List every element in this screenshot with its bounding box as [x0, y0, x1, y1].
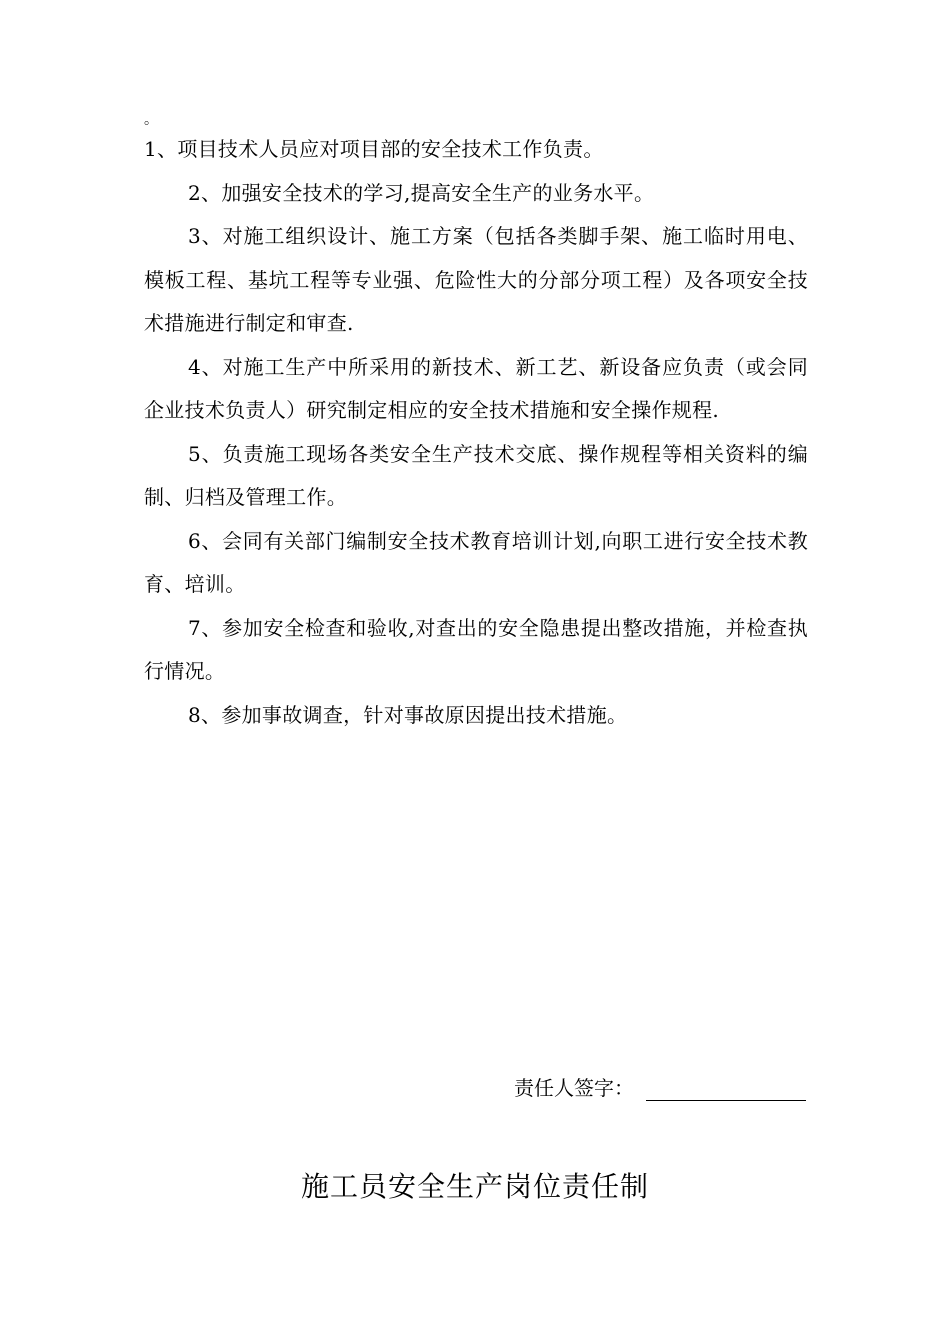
responsibility-item-6: 6、会同有关部门编制安全技术教育培训计划,向职工进行安全技术教育、培训。 — [144, 528, 808, 596]
responsibility-item-8: 8、参加事故调查，针对事故原因提出技术措施。 — [188, 702, 628, 727]
signature-label: 责任人签字： — [514, 1076, 634, 1100]
section-title: 施工员安全生产岗位责任制 — [300, 1170, 649, 1203]
responsibility-item-4: 4、对施工生产中所采用的新技术、新工艺、新设备应负责（或会同企业技术负责人）研究制定相应的安全技术措施和安全操作规程. — [144, 354, 808, 422]
signature-line[interactable] — [646, 1100, 806, 1101]
responsibility-item-1: 1、项目技术人员应对项目部的安全技术工作负责。 — [144, 137, 604, 161]
responsibility-item-5: 5、负责施工现场各类安全生产技术交底、操作规程等相关资料的编制、归档及管理工作。 — [144, 441, 808, 509]
responsibility-item-3: 3、对施工组织设计、施工方案（包括各类脚手架、施工临时用电、模板工程、基坑工程等专业强、危险性大的分部分项工程）及各项安全技术措施进行制定和审查. — [144, 224, 808, 335]
responsibility-list — [144, 128, 808, 737]
responsibility-item-7: 7、参加安全检查和验收,对查出的安全隐患提出整改措施，并检查执行情况。 — [144, 615, 808, 683]
signature-block — [514, 1070, 808, 1106]
responsibility-item-2: 2、加强安全技术的学习,提高安全生产的业务水平。 — [188, 180, 655, 205]
stray-punctuation-mark: 。 — [144, 112, 158, 128]
